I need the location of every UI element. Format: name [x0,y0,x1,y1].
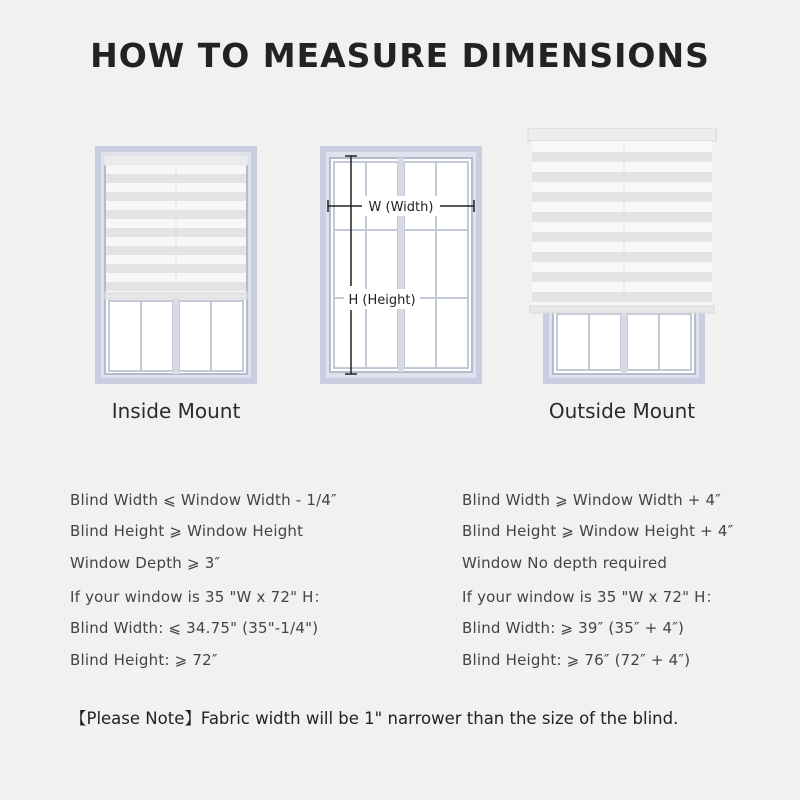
outside-mount-window [526,128,718,386]
inside-blind [104,155,248,299]
page-title: HOW TO MEASURE DIMENSIONS [90,36,710,75]
outside-spec-example: If your window is 35 "W x 72" H： [462,588,721,606]
inside-spec-depth: Window Depth ⩾ 3″ [70,554,221,572]
outside-blind [528,128,716,313]
height-label: H (Height) [348,293,416,308]
outside-mount-label: Outside Mount [548,399,696,423]
inside-spec-example-width: Blind Width: ⩽ 34.75" (35"-1/4") [70,619,319,637]
inside-spec-width: Blind Width ⩽ Window Width - 1/4″ [70,491,337,509]
measurement-window [320,146,482,386]
fabric-note: 【Please Note】Fabric width will be 1" narrower than the size of the blind. [70,709,679,728]
inside-spec-example-height: Blind Height: ⩾ 72″ [70,651,218,669]
inside-spec-height: Blind Height ⩾ Window Height [70,522,304,540]
outside-spec-example-height: Blind Height: ⩾ 76″ (72″ + 4″) [462,651,691,669]
inside-mount-window [95,146,257,386]
outside-spec-width: Blind Width ⩾ Window Width + 4″ [462,491,722,509]
inside-mount-label: Inside Mount [111,399,241,423]
outside-spec-depth: Window No depth required [462,554,668,572]
inside-spec-example: If your window is 35 "W x 72" H： [70,588,329,606]
width-label: W (Width) [368,200,434,215]
outside-spec-example-width: Blind Width: ⩾ 39″ (35″ + 4″) [462,619,685,637]
outside-spec-height: Blind Height ⩾ Window Height + 4″ [462,522,734,540]
